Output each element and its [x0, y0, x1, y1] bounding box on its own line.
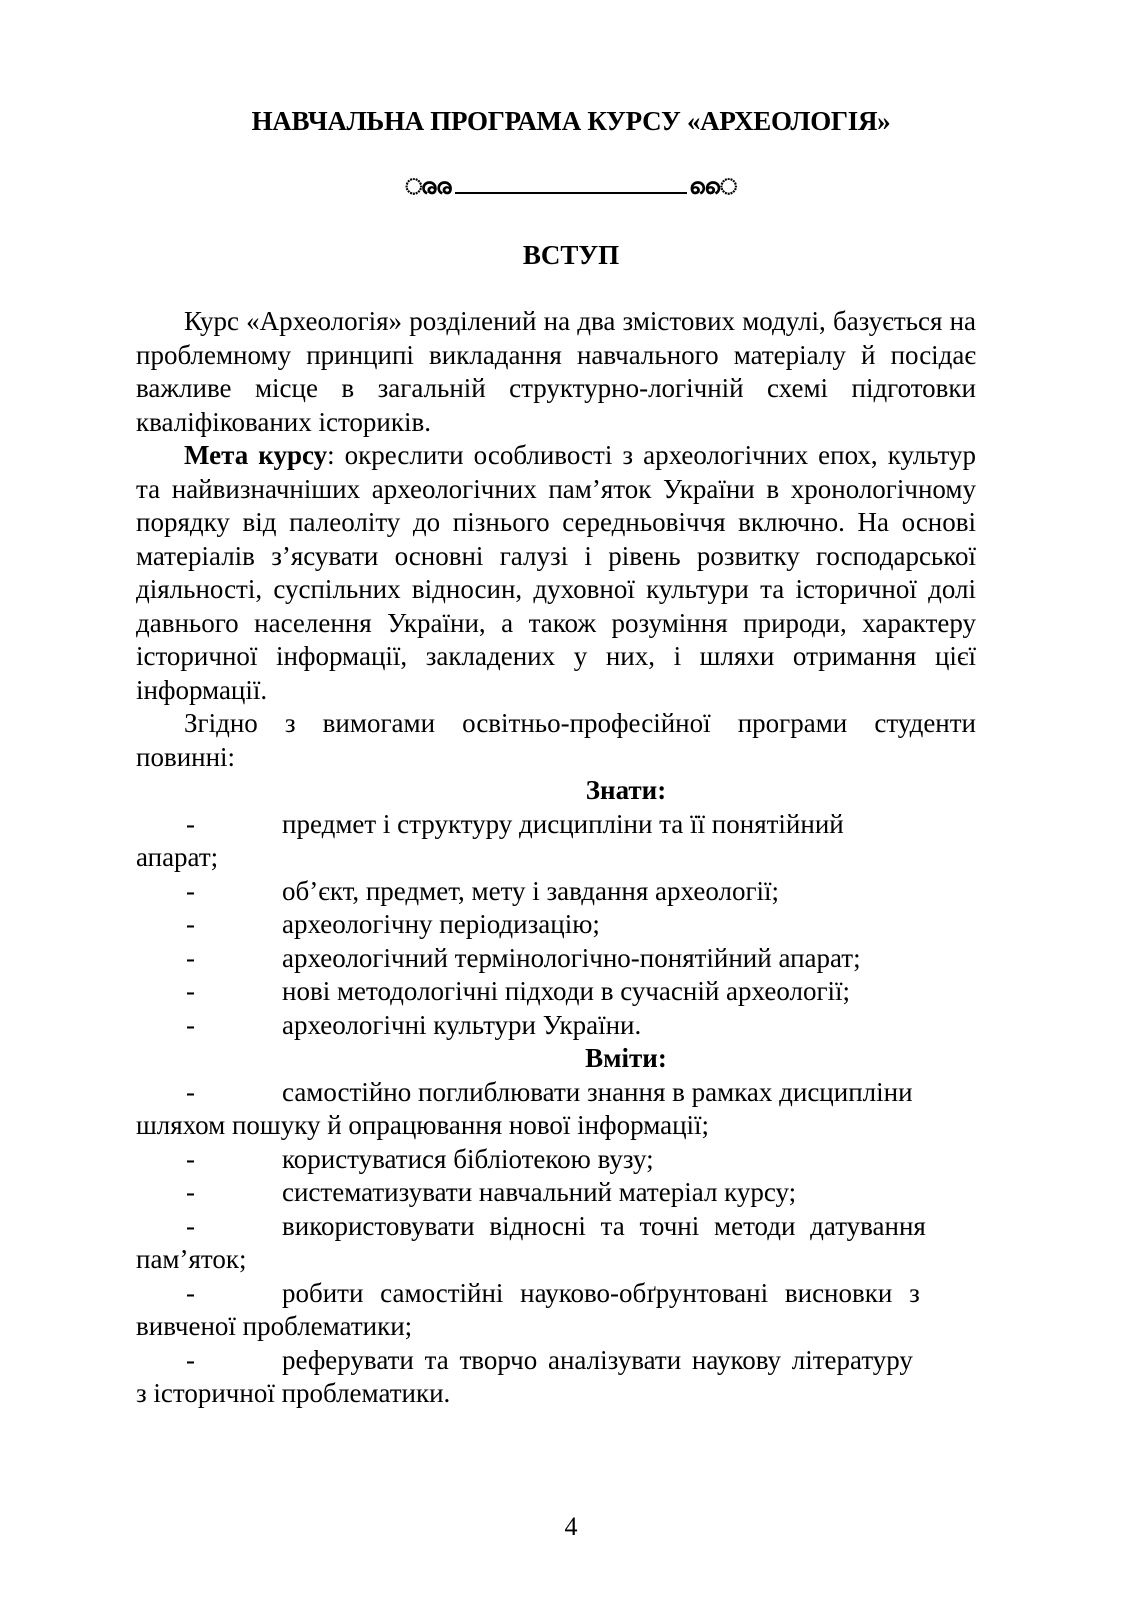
list-item: - реферувати та творчо аналізувати наукову літературу: [186, 1344, 913, 1375]
list-item-continuation: пам’яток;: [136, 1244, 247, 1274]
list-item-continuation: шляхом пошуку й опрацювання нової інформації;: [136, 1110, 710, 1140]
know-heading: Знати:: [585, 775, 667, 805]
list-item: - робити самостійні науково-обґрунтовані висновки з: [186, 1277, 920, 1308]
document-title: НАВЧАЛЬНА ПРОГРАМА КУРСУ «АРХЕОЛОГІЯ»: [251, 106, 891, 136]
list-item: - археологічну періодизацію;: [186, 909, 600, 939]
ornament-divider: [0, 176, 1142, 198]
goal-text: : окреслити особливості з археологічних епох, культур та найвизначніших археологічних пам’яток України в хронологічному порядку від палеоліту до пізнього середньовіччя включно. На основі матеріалів з’ясувати основні галузі і рівень розвитку господарської діяльності, суспільних відносин, духовної культури та історичної долі давнього населення України, а також розуміння природи, характеру історичної інформації, закладених у них, і шляхи отримання цієї інформації.: [136, 440, 976, 705]
ornament-line: [455, 192, 687, 194]
document-body: [136, 305, 976, 1411]
page-number: 4: [564, 1512, 578, 1541]
paragraph-intro: Курс «Археологія» розділений на два змістових модулі, базується на проблемному принципі викладання навчального матеріалу й посідає важливе місце в загальній структурно-логічній схемі підготовки кваліфікованих істориків.: [136, 306, 976, 437]
list-item: - користуватися бібліотекою вузу;: [186, 1143, 654, 1174]
list-item-continuation: вивченої проблематики;: [136, 1311, 413, 1341]
list-item: - археологічні культури України.: [186, 1009, 642, 1040]
goal-label: Мета курсу: [184, 440, 328, 470]
list-item-continuation: з історичної проблематики.: [136, 1378, 451, 1408]
list-item: - використовувати відносні та точні методи датування: [186, 1210, 926, 1241]
list-item: - предмет і структуру дисципліни та її понятійний: [186, 808, 844, 839]
able-heading: Вміти:: [585, 1043, 667, 1073]
paragraph-requirements: Згідно з вимогами освітньо-професійної програми студенти повинні:: [136, 708, 976, 772]
list-item: - археологічний термінологічно-понятійний апарат;: [186, 942, 861, 973]
list-item: - нові методологічні підходи в сучасній археології;: [186, 976, 851, 1006]
list-item: - самостійно поглиблювати знання в рамках дисципліни: [186, 1076, 913, 1107]
section-heading: ВСТУП: [522, 240, 620, 270]
paragraph-goal: [136, 439, 976, 707]
ornament-left-icon: ൈ: [404, 174, 453, 199]
ornament-right-icon: ൈ: [689, 174, 738, 199]
list-item: - об’єкт, предмет, мету і завдання археології;: [186, 875, 780, 906]
list-item: - систематизувати навчальний матеріал курсу;: [186, 1177, 797, 1207]
list-item-continuation: апарат;: [136, 842, 219, 872]
